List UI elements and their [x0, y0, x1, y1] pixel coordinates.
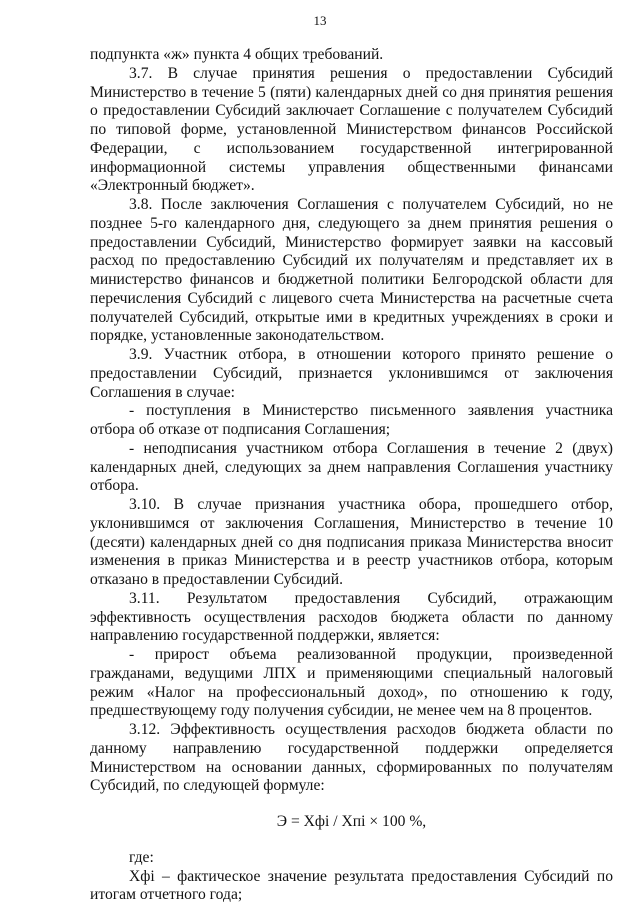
formula-where-label: где: [129, 848, 154, 866]
list-item-refusal-statement: - поступления в Министерство письменного заявления участника отбора об отказе от подписания Соглашения; [90, 402, 613, 438]
paragraph-3-9: 3.9. Участник отбора, в отношении которого принято решение о предоставлении Субсидий, признается уклонившимся от заключения Соглашения в случае: [90, 346, 613, 401]
efficiency-formula: Э = Хфi / Хпi × 100 %, [276, 813, 427, 830]
paragraph-continuation: подпункта «ж» пункта 4 общих требований. [90, 46, 384, 63]
paragraph-3-7: 3.7. В случае принятия решения о предоставлении Субсидий Министерство в течение 5 (пяти) календарных дней со дня принятия решения о предоставлении Субсидий заключает Соглашение с получателем Субсидий по типовой форме, установленной Министерством финансов Российской Федерации, с использованием государственной интегрированной информационной системы управления общественными финансами «Электронный бюджет». [90, 64, 613, 195]
paragraph-3-11: 3.11. Результатом предоставления Субсидий, отражающим эффективность осуществления расходов бюджета области по данному направлению государственной поддержки, является: [90, 589, 613, 645]
paragraph-3-8: 3.8. После заключения Соглашения с получателем Субсидий, но не позднее 5-го календарного дня, следующего за днем принятия решения о предоставлении Субсидий, Министерство формирует заявки на кассовый расход по предоставлению Субсидий их получателям и представляет их в министерство финансов и бюджетной политики Белгородской области для перечисления Субсидий с лицевого счета Министерства на расчетные счета получателей Субсидий, открытые ими в кредитных учреждениях в сроки и порядке, установленные законодательством. [90, 196, 613, 345]
document-body [90, 46, 613, 905]
list-item-sales-growth: - прирост объема реализованной продукции, произведенной гражданами, ведущими ЛПХ и применяющими специальный налоговый режим «Налог на профессиональный доход», по отношению к году, предшествующему году получения субсидии, не менее чем на 8 процентов. [90, 646, 613, 720]
page-number: 13 [313, 13, 327, 28]
paragraph-3-10: 3.10. В случае признания участника обора, прошедшего отбор, уклонившимся от заключения Соглашения, Министерство в течение 10 (десяти) календарных дней со дня подписания приказа Министерства вносит изменения в приказ Министерства и в реестр участников отбора, которым отказано в предоставлении Субсидий. [90, 496, 613, 588]
formula-definition-xf: Хфi – фактическое значение результата предоставления Субсидий по итогам отчетного года; [90, 867, 613, 904]
paragraph-3-12: 3.12. Эффективность осуществления расходов бюджета области по данному направлению государственной поддержки определяется Министерством на основании данных, сформированных по получателям Субсидий, по следующей формуле: [90, 721, 613, 795]
list-item-non-signing: - неподписания участником отбора Соглашения в течение 2 (двух) календарных дней, следующих за днем направления Соглашения участнику отбора. [90, 439, 613, 495]
